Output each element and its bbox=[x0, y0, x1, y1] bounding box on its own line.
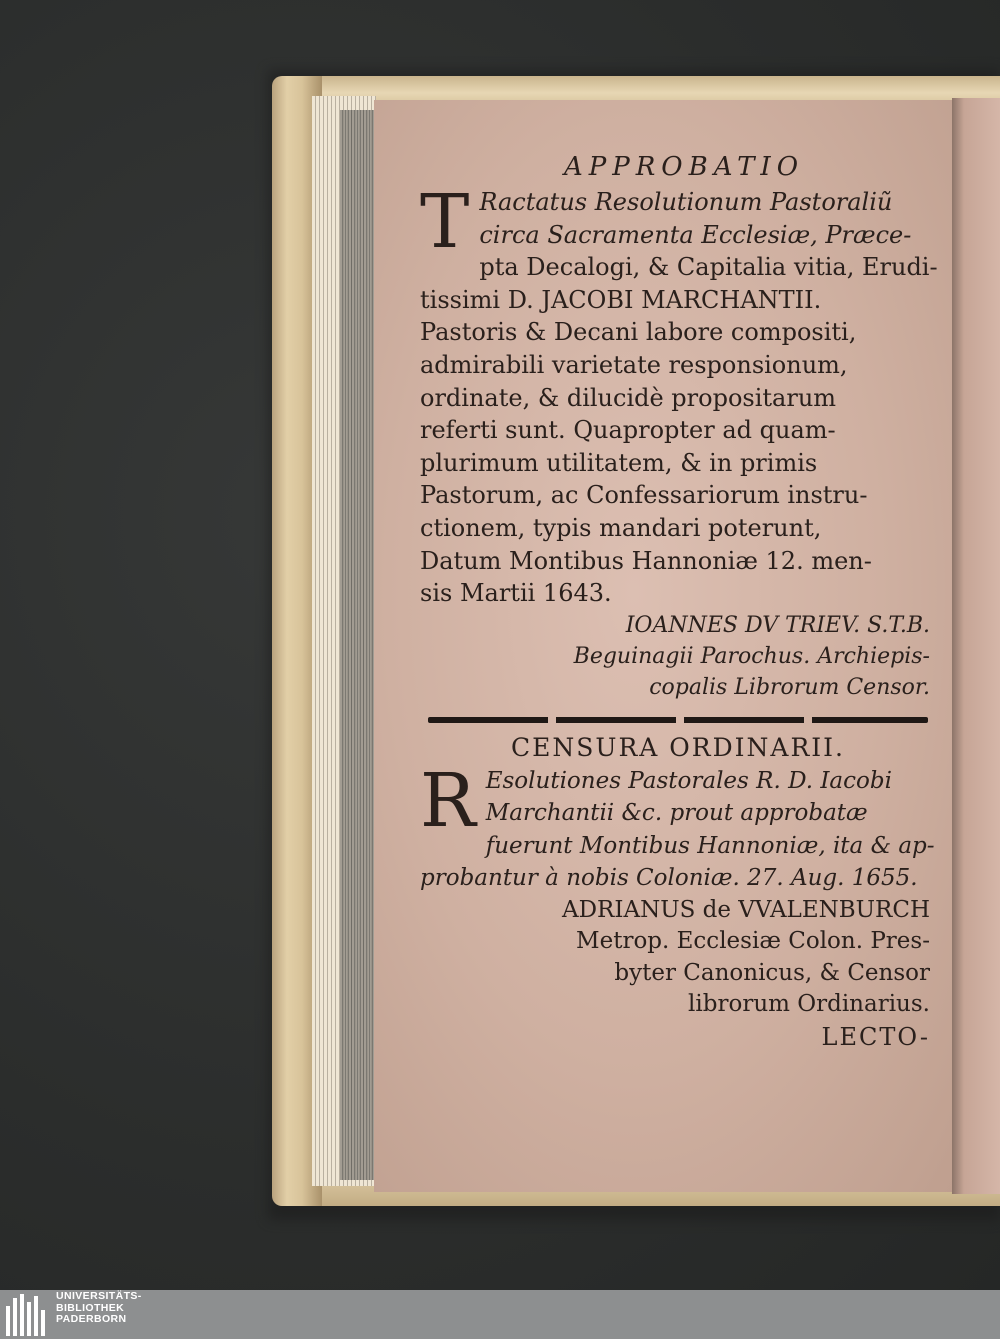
signature-line: Beguinagii Parochus. Archiepis- bbox=[573, 643, 930, 669]
text-line: pta Decalogi, & Capitalia vitia, Erudi- bbox=[479, 253, 938, 282]
text-line: Marchantii &c. prout approbatæ bbox=[485, 800, 868, 827]
censura-paragraph bbox=[420, 757, 935, 895]
page-text bbox=[420, 150, 938, 1051]
text-line: fuerunt Montibus Hannoniæ, ita & ap- bbox=[485, 832, 935, 859]
signature-line: IOANNES DV TRIEV. S.T.B. bbox=[625, 612, 930, 638]
footer-bar bbox=[0, 1290, 1000, 1339]
text-line: circa Sacramenta Ecclesiæ, Præce- bbox=[479, 220, 912, 249]
library-logo-icon bbox=[6, 1294, 50, 1336]
text-line: ctionem, typis mandari poterunt, bbox=[420, 513, 822, 542]
catchword: LECTO- bbox=[821, 1022, 930, 1051]
page-stack-shadow bbox=[340, 110, 376, 1180]
text-line: admirabili varietate responsionum, bbox=[420, 350, 848, 379]
text-line: Pastoris & Decani labore compositi, bbox=[420, 318, 857, 347]
approbatio-heading: APPROBATIO bbox=[563, 152, 805, 182]
text-line: Esolutiones Pastorales R. D. Iacobi bbox=[485, 767, 892, 794]
text-line: Pastorum, ac Confessariorum instru- bbox=[420, 481, 868, 510]
text-line: sis Martii 1643. bbox=[420, 579, 612, 608]
dropcap-t: T bbox=[420, 179, 470, 265]
signature-line: Metrop. Ecclesiæ Colon. Pres- bbox=[576, 928, 930, 955]
censura-signature bbox=[420, 895, 930, 1021]
approbatio-signature bbox=[420, 610, 930, 703]
text-line: ordinate, & dilucidè propositarum bbox=[420, 383, 837, 412]
library-name-line: PADERBORN bbox=[56, 1313, 127, 1325]
library-name bbox=[56, 1291, 142, 1326]
signature-line: byter Canonicus, & Censor bbox=[614, 959, 930, 986]
library-name-line: UNIVERSITÄTS- bbox=[56, 1290, 142, 1302]
section-divider bbox=[428, 717, 928, 723]
text-line: plurimum utilitatem, & in primis bbox=[420, 448, 818, 477]
text-line: probantur à nobis Coloniæ. 27. Aug. 1655. bbox=[420, 865, 918, 892]
censura-heading: CENSURA ORDINARII. bbox=[511, 732, 845, 762]
signature-line: copalis Librorum Censor. bbox=[649, 674, 930, 700]
signature-line: ADRIANUS de VVALENBURCH bbox=[562, 896, 930, 923]
facing-page-edge bbox=[952, 98, 1000, 1194]
approbatio-paragraph bbox=[420, 179, 938, 610]
text-line: referti sunt. Quapropter ad quam- bbox=[420, 416, 836, 445]
library-name-line: BIBLIOTHEK bbox=[56, 1301, 125, 1314]
signature-line: librorum Ordinarius. bbox=[688, 991, 930, 1018]
text-line: Datum Montibus Hannoniæ 12. men- bbox=[420, 546, 872, 575]
text-line: tissimi D. JACOBI MARCHANTII. bbox=[420, 285, 822, 314]
dropcap-r: R bbox=[420, 757, 476, 844]
text-line: Ractatus Resolutionum Pastoraliũ bbox=[479, 188, 893, 216]
